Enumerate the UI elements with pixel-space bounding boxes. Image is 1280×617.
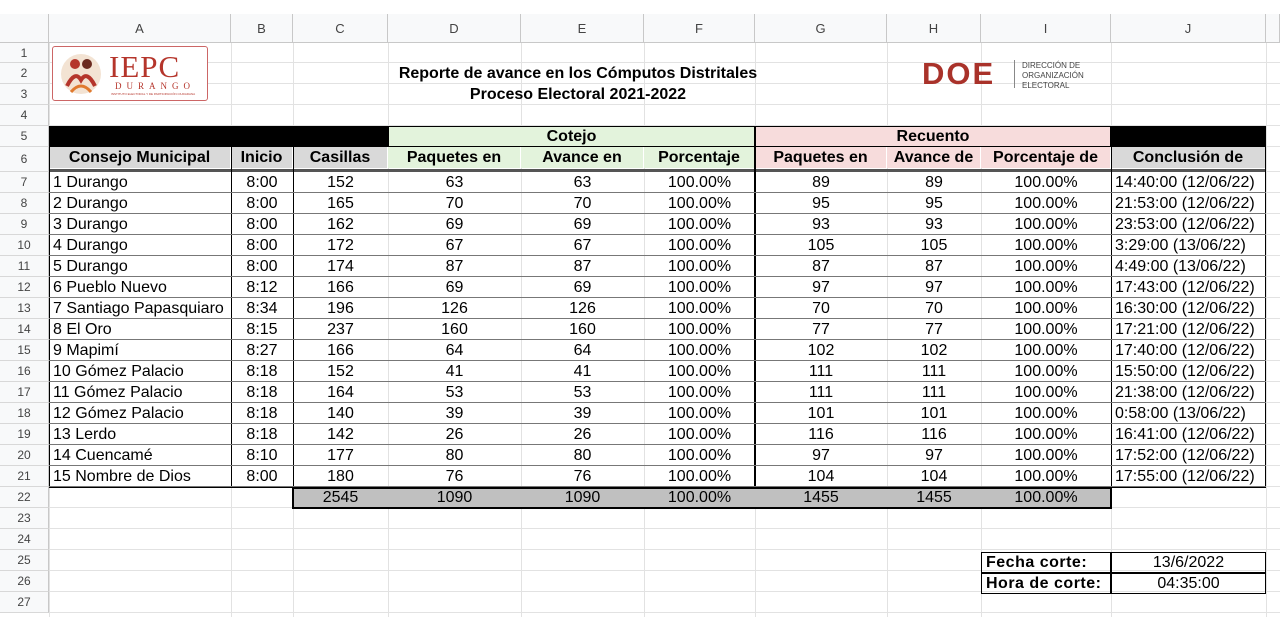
table-cell[interactable]: 100.00% bbox=[1014, 383, 1078, 401]
table-row-name[interactable]: 1 Durango bbox=[53, 173, 128, 191]
row-border bbox=[49, 234, 1266, 235]
table-cell[interactable]: 53 bbox=[573, 383, 592, 401]
table-cell[interactable]: 142 bbox=[327, 425, 354, 443]
row-header-22[interactable]: 22 bbox=[0, 487, 49, 508]
table-cell[interactable]: 100.00% bbox=[1014, 299, 1078, 317]
total-cell: 100.00% bbox=[1014, 489, 1078, 506]
table-cell[interactable]: 67 bbox=[573, 236, 592, 254]
row-header-17[interactable]: 17 bbox=[0, 382, 49, 403]
table-cell[interactable]: 14:40:00 (12/06/22) bbox=[1115, 173, 1255, 191]
hora-corte-label: Hora de corte: bbox=[981, 573, 1111, 594]
table-cell[interactable]: 8:15 bbox=[246, 320, 278, 338]
table-border bbox=[1111, 487, 1266, 488]
row-header-15[interactable]: 15 bbox=[0, 340, 49, 361]
table-cell[interactable]: 100.00% bbox=[667, 236, 732, 254]
table-cell[interactable]: 67 bbox=[445, 236, 464, 254]
table-cell[interactable]: 89 bbox=[812, 173, 830, 191]
table-cell[interactable]: 26 bbox=[573, 425, 592, 443]
column-header-h[interactable]: H bbox=[887, 14, 981, 43]
row-header-2[interactable]: 2 bbox=[0, 63, 49, 84]
table-cell[interactable]: 100.00% bbox=[1014, 446, 1078, 464]
table-row-name[interactable]: 3 Durango bbox=[53, 215, 128, 233]
table-cell[interactable]: 15:50:00 (12/06/22) bbox=[1115, 362, 1255, 380]
header-black-bar-left bbox=[49, 126, 388, 147]
row-header-13[interactable]: 13 bbox=[0, 298, 49, 319]
row-border bbox=[49, 381, 1266, 382]
row-border bbox=[49, 444, 1266, 445]
table-cell[interactable]: 3:29:00 (13/06/22) bbox=[1115, 236, 1246, 254]
table-cell[interactable]: 160 bbox=[569, 320, 596, 338]
table-row-name[interactable]: 4 Durango bbox=[53, 236, 128, 254]
table-cell[interactable]: 100.00% bbox=[1014, 404, 1078, 422]
total-cell: 1090 bbox=[436, 489, 473, 506]
table-cell[interactable]: 8:00 bbox=[246, 236, 278, 254]
header-black-bar-right bbox=[1111, 126, 1266, 147]
table-cell[interactable]: 17:52:00 (12/06/22) bbox=[1115, 446, 1255, 464]
row-header-25[interactable]: 25 bbox=[0, 550, 49, 571]
table-cell[interactable]: 105 bbox=[920, 236, 948, 254]
table-cell[interactable]: 8:27 bbox=[246, 341, 278, 359]
table-border bbox=[293, 126, 294, 488]
table-cell[interactable]: 77 bbox=[812, 320, 830, 338]
table-cell[interactable]: 100.00% bbox=[667, 257, 732, 275]
table-cell[interactable]: 166 bbox=[327, 341, 354, 359]
row-header-5[interactable]: 5 bbox=[0, 126, 49, 147]
table-row-name[interactable]: 14 Cuencamé bbox=[53, 446, 153, 464]
table-cell[interactable]: 63 bbox=[573, 173, 592, 191]
row-border bbox=[49, 339, 1266, 340]
table-cell[interactable]: 76 bbox=[445, 467, 464, 485]
row-header-20[interactable]: 20 bbox=[0, 445, 49, 466]
table-cell[interactable]: 69 bbox=[573, 278, 592, 296]
total-cell: 1090 bbox=[564, 489, 601, 506]
table-cell[interactable]: 102 bbox=[920, 341, 948, 359]
row-border bbox=[49, 213, 1266, 214]
table-cell[interactable]: 100.00% bbox=[1014, 194, 1078, 212]
table-cell[interactable]: 100.00% bbox=[1014, 257, 1078, 275]
row-border bbox=[49, 192, 1266, 193]
column-title-porcentaje-recuento: Porcentaje de bbox=[981, 147, 1111, 168]
table-cell[interactable]: 116 bbox=[921, 425, 947, 443]
table-cell[interactable]: 100.00% bbox=[1014, 341, 1078, 359]
table-row-name[interactable]: 15 Nombre de Dios bbox=[53, 467, 191, 485]
table-cell[interactable]: 140 bbox=[327, 404, 354, 422]
table-cell[interactable]: 8:00 bbox=[246, 173, 278, 191]
table-row-name[interactable]: 9 Mapimí bbox=[53, 341, 119, 359]
table-cell[interactable]: 104 bbox=[920, 467, 948, 485]
iepc-emblem-icon bbox=[57, 50, 105, 98]
table-cell[interactable]: 8:18 bbox=[246, 404, 278, 422]
table-cell[interactable]: 100.00% bbox=[1014, 362, 1078, 380]
table-cell[interactable]: 63 bbox=[445, 173, 464, 191]
table-cell[interactable]: 70 bbox=[445, 194, 464, 212]
table-cell[interactable]: 152 bbox=[327, 173, 354, 191]
column-header-a[interactable]: A bbox=[49, 14, 231, 43]
doe-divider bbox=[1014, 60, 1015, 88]
row-header-7[interactable]: 7 bbox=[0, 172, 49, 193]
table-cell[interactable]: 95 bbox=[812, 194, 830, 212]
fecha-corte-label: Fecha corte: bbox=[981, 552, 1111, 573]
table-cell[interactable]: 100.00% bbox=[667, 299, 732, 317]
table-cell[interactable]: 126 bbox=[441, 299, 468, 317]
table-cell[interactable]: 105 bbox=[807, 236, 835, 254]
row-header-24[interactable]: 24 bbox=[0, 529, 49, 550]
row-header-16[interactable]: 16 bbox=[0, 361, 49, 382]
table-cell[interactable]: 80 bbox=[573, 446, 592, 464]
column-header-b[interactable]: B bbox=[231, 14, 293, 43]
table-cell[interactable]: 95 bbox=[925, 194, 943, 212]
table-border bbox=[231, 126, 232, 488]
table-cell[interactable]: 111 bbox=[808, 383, 834, 401]
table-cell[interactable]: 100.00% bbox=[1014, 278, 1078, 296]
gridline-horizontal bbox=[49, 104, 1280, 105]
iepc-logo-tagline: INSTITUTO ELECTORAL Y DE PARTICIPACIÓN CIUDADANA bbox=[111, 92, 196, 96]
row-header-1[interactable]: 1 bbox=[0, 43, 49, 63]
total-cell: 100.00% bbox=[667, 489, 732, 506]
table-row-name[interactable]: 11 Gómez Palacio bbox=[53, 383, 183, 401]
row-header-26[interactable]: 26 bbox=[0, 571, 49, 592]
row-header-12[interactable]: 12 bbox=[0, 277, 49, 298]
table-cell[interactable]: 100.00% bbox=[1014, 425, 1078, 443]
row-border bbox=[49, 255, 1266, 256]
table-cell[interactable]: 164 bbox=[327, 383, 354, 401]
table-cell[interactable]: 160 bbox=[441, 320, 468, 338]
table-cell[interactable]: 41 bbox=[573, 362, 592, 380]
table-cell[interactable]: 8:00 bbox=[246, 194, 278, 212]
table-cell[interactable]: 100.00% bbox=[667, 467, 732, 485]
iepc-logo bbox=[52, 46, 208, 101]
column-header-g[interactable]: G bbox=[755, 14, 887, 43]
iepc-logo-sub: DURANGO bbox=[115, 81, 195, 91]
table-cell[interactable]: 97 bbox=[812, 278, 830, 296]
table-border bbox=[49, 487, 293, 488]
column-title-conclusion: Conclusión de bbox=[1111, 147, 1266, 168]
doe-logo-line1: DIRECCIÓN DE bbox=[1022, 61, 1081, 70]
table-cell[interactable]: 4:49:00 (13/06/22) bbox=[1115, 257, 1246, 275]
table-cell[interactable]: 162 bbox=[327, 215, 354, 233]
table-cell[interactable]: 17:43:00 (12/06/22) bbox=[1115, 278, 1255, 296]
doe-logo-text: DOE bbox=[922, 56, 996, 91]
table-cell[interactable]: 41 bbox=[445, 362, 464, 380]
table-cell[interactable]: 16:41:00 (12/06/22) bbox=[1115, 425, 1255, 443]
column-title-casillas: Casillas bbox=[293, 147, 388, 168]
table-cell[interactable]: 93 bbox=[925, 215, 943, 233]
table-cell[interactable]: 17:40:00 (12/06/22) bbox=[1115, 341, 1255, 359]
table-cell[interactable]: 180 bbox=[327, 467, 354, 485]
table-row-name[interactable]: 12 Gómez Palacio bbox=[53, 404, 184, 422]
fecha-corte-value[interactable]: 13/6/2022 bbox=[1111, 552, 1266, 573]
table-cell[interactable]: 111 bbox=[808, 362, 834, 380]
report-title: Reporte de avance en los Cómputos Distritales bbox=[398, 65, 758, 82]
table-cell[interactable]: 100.00% bbox=[667, 194, 732, 212]
report-subtitle: Proceso Electoral 2021-2022 bbox=[469, 86, 687, 103]
column-title-paquetes-recuento: Paquetes en bbox=[755, 147, 887, 168]
group-header-recuento: Recuento bbox=[755, 126, 1111, 147]
table-cell[interactable]: 8:34 bbox=[246, 299, 278, 317]
table-cell[interactable]: 70 bbox=[812, 299, 830, 317]
row-border bbox=[49, 360, 1266, 361]
row-header-27[interactable]: 27 bbox=[0, 592, 49, 613]
row-header-4[interactable]: 4 bbox=[0, 105, 49, 126]
table-cell[interactable]: 53 bbox=[445, 383, 464, 401]
column-header-i[interactable]: I bbox=[981, 14, 1111, 43]
gridline-horizontal bbox=[49, 549, 1280, 550]
table-border bbox=[1265, 126, 1266, 488]
table-cell[interactable]: 100.00% bbox=[667, 404, 732, 422]
column-header-d[interactable]: D bbox=[388, 14, 521, 43]
table-cell[interactable]: 116 bbox=[808, 425, 834, 443]
table-cell[interactable]: 76 bbox=[573, 467, 592, 485]
row-header-6[interactable]: 6 bbox=[0, 147, 49, 172]
table-cell[interactable]: 17:55:00 (12/06/22) bbox=[1115, 467, 1255, 485]
column-title-consejo-municipal: Consejo Municipal bbox=[49, 147, 231, 168]
table-cell[interactable]: 0:58:00 (13/06/22) bbox=[1115, 404, 1246, 422]
table-border bbox=[1111, 126, 1112, 488]
table-cell[interactable]: 80 bbox=[445, 446, 464, 464]
table-row-name[interactable]: 2 Durango bbox=[53, 194, 128, 212]
table-cell[interactable]: 69 bbox=[445, 215, 464, 233]
table-cell[interactable]: 100.00% bbox=[1014, 467, 1078, 485]
table-cell[interactable]: 8:00 bbox=[246, 257, 278, 275]
table-cell[interactable]: 100.00% bbox=[667, 362, 732, 380]
table-cell[interactable]: 237 bbox=[327, 320, 354, 338]
doe-logo bbox=[922, 58, 1102, 94]
table-cell[interactable]: 87 bbox=[573, 257, 592, 275]
table-row-name[interactable]: 5 Durango bbox=[53, 257, 128, 275]
table-cell[interactable]: 126 bbox=[569, 299, 596, 317]
table-cell[interactable]: 77 bbox=[925, 320, 943, 338]
table-row-name[interactable]: 8 El Oro bbox=[53, 320, 112, 338]
row-header-9[interactable]: 9 bbox=[0, 214, 49, 235]
table-cell[interactable]: 97 bbox=[925, 278, 943, 296]
table-cell[interactable]: 8:00 bbox=[246, 215, 278, 233]
iepc-logo-text: IEPC bbox=[109, 49, 181, 84]
table-cell[interactable]: 26 bbox=[445, 425, 464, 443]
table-cell[interactable]: 17:21:00 (12/06/22) bbox=[1115, 320, 1255, 338]
row-border bbox=[49, 318, 1266, 319]
table-cell[interactable]: 97 bbox=[812, 446, 830, 464]
table-cell[interactable]: 152 bbox=[327, 362, 354, 380]
table-cell[interactable]: 39 bbox=[445, 404, 464, 422]
row-border bbox=[49, 423, 1266, 424]
row-header-8[interactable]: 8 bbox=[0, 193, 49, 214]
row-header-23[interactable]: 23 bbox=[0, 508, 49, 529]
table-cell[interactable]: 100.00% bbox=[1014, 236, 1078, 254]
column-header-f[interactable]: F bbox=[644, 14, 755, 43]
table-cell[interactable]: 111 bbox=[921, 383, 947, 401]
table-cell[interactable]: 8:18 bbox=[246, 362, 278, 380]
hora-corte-value[interactable]: 04:35:00 bbox=[1111, 573, 1266, 594]
table-cell[interactable]: 102 bbox=[807, 341, 835, 359]
table-cell[interactable]: 70 bbox=[573, 194, 592, 212]
total-cell: 2545 bbox=[322, 489, 359, 506]
table-cell[interactable]: 100.00% bbox=[667, 341, 732, 359]
column-header-j[interactable]: J bbox=[1111, 14, 1266, 43]
column-header-extra[interactable] bbox=[1266, 14, 1280, 43]
table-row-name[interactable]: 7 Santiago Papasquiaro bbox=[53, 299, 224, 317]
table-cell[interactable]: 8:10 bbox=[246, 446, 278, 464]
table-cell[interactable]: 97 bbox=[925, 446, 943, 464]
row-header-18[interactable]: 18 bbox=[0, 403, 49, 424]
table-cell[interactable]: 8:12 bbox=[246, 278, 278, 296]
column-header-e[interactable]: E bbox=[521, 14, 644, 43]
table-cell[interactable]: 165 bbox=[327, 194, 354, 212]
table-cell[interactable]: 39 bbox=[573, 404, 592, 422]
table-cell[interactable]: 101 bbox=[920, 404, 948, 422]
table-cell[interactable]: 100.00% bbox=[667, 215, 732, 233]
table-cell[interactable]: 104 bbox=[807, 467, 835, 485]
column-title-porcentaje-cotejo: Porcentaje bbox=[644, 147, 755, 168]
table-cell[interactable]: 16:30:00 (12/06/22) bbox=[1115, 299, 1255, 317]
row-border bbox=[49, 276, 1266, 277]
table-cell[interactable]: 177 bbox=[327, 446, 354, 464]
table-cell[interactable]: 8:18 bbox=[246, 383, 278, 401]
table-cell[interactable]: 8:18 bbox=[246, 425, 278, 443]
row-border bbox=[49, 465, 1266, 466]
table-cell[interactable]: 166 bbox=[327, 278, 354, 296]
table-cell[interactable]: 87 bbox=[445, 257, 464, 275]
column-header-c[interactable]: C bbox=[293, 14, 388, 43]
table-border bbox=[754, 126, 756, 488]
total-cell: 1455 bbox=[803, 489, 839, 506]
table-cell[interactable]: 21:53:00 (12/06/22) bbox=[1115, 194, 1255, 212]
table-cell[interactable]: 100.00% bbox=[667, 320, 732, 338]
table-cell[interactable]: 100.00% bbox=[667, 278, 732, 296]
row-header-14[interactable]: 14 bbox=[0, 319, 49, 340]
table-cell[interactable]: 69 bbox=[445, 278, 464, 296]
table-cell[interactable]: 111 bbox=[921, 362, 947, 380]
table-cell[interactable]: 100.00% bbox=[667, 446, 732, 464]
gridline-horizontal bbox=[49, 528, 1280, 529]
table-cell[interactable]: 23:53:00 (12/06/22) bbox=[1115, 215, 1255, 233]
table-cell[interactable]: 174 bbox=[327, 257, 354, 275]
table-cell[interactable]: 93 bbox=[812, 215, 830, 233]
row-header-10[interactable]: 10 bbox=[0, 235, 49, 256]
table-cell[interactable]: 69 bbox=[573, 215, 592, 233]
table-cell[interactable]: 101 bbox=[807, 404, 835, 422]
table-row-name[interactable]: 13 Lerdo bbox=[53, 425, 117, 443]
table-cell[interactable]: 21:38:00 (12/06/22) bbox=[1115, 383, 1255, 401]
row-border bbox=[49, 402, 1266, 403]
table-cell[interactable]: 87 bbox=[925, 257, 943, 275]
table-cell[interactable]: 100.00% bbox=[1014, 320, 1078, 338]
table-cell[interactable]: 100.00% bbox=[667, 383, 732, 401]
row-header-3[interactable]: 3 bbox=[0, 84, 49, 105]
table-cell[interactable]: 87 bbox=[812, 257, 830, 275]
column-title-avance-recuento: Avance de bbox=[887, 147, 981, 168]
table-cell[interactable]: 100.00% bbox=[667, 425, 732, 443]
table-cell[interactable]: 196 bbox=[327, 299, 354, 317]
table-cell[interactable]: 70 bbox=[925, 299, 943, 317]
row-header-19[interactable]: 19 bbox=[0, 424, 49, 445]
total-cell: 1455 bbox=[916, 489, 952, 506]
gridline-vertical bbox=[1266, 43, 1267, 617]
table-row-name[interactable]: 6 Pueblo Nuevo bbox=[53, 278, 167, 296]
group-header-cotejo: Cotejo bbox=[388, 126, 755, 147]
row-border bbox=[49, 297, 1266, 298]
row-header-11[interactable]: 11 bbox=[0, 256, 49, 277]
table-cell[interactable]: 64 bbox=[445, 341, 464, 359]
select-all-corner[interactable] bbox=[0, 14, 49, 43]
table-cell[interactable]: 64 bbox=[573, 341, 592, 359]
column-title-paquetes-cotejo: Paquetes en bbox=[388, 147, 521, 168]
table-cell[interactable]: 100.00% bbox=[667, 173, 732, 191]
column-title-avance-cotejo: Avance en bbox=[521, 147, 644, 168]
table-cell[interactable]: 89 bbox=[925, 173, 943, 191]
column-title-inicio: Inicio bbox=[231, 147, 293, 168]
table-row-name[interactable]: 10 Gómez Palacio bbox=[53, 362, 184, 380]
table-cell[interactable]: 8:00 bbox=[246, 467, 278, 485]
doe-logo-line3: ELECTORAL bbox=[1022, 81, 1070, 90]
row-header-21[interactable]: 21 bbox=[0, 466, 49, 487]
table-cell[interactable]: 172 bbox=[327, 236, 354, 254]
table-border bbox=[49, 126, 50, 488]
table-cell[interactable]: 100.00% bbox=[1014, 173, 1078, 191]
doe-logo-line2: ORGANIZACIÓN bbox=[1022, 71, 1084, 80]
gridline-horizontal bbox=[49, 612, 1280, 613]
table-cell[interactable]: 100.00% bbox=[1014, 215, 1078, 233]
